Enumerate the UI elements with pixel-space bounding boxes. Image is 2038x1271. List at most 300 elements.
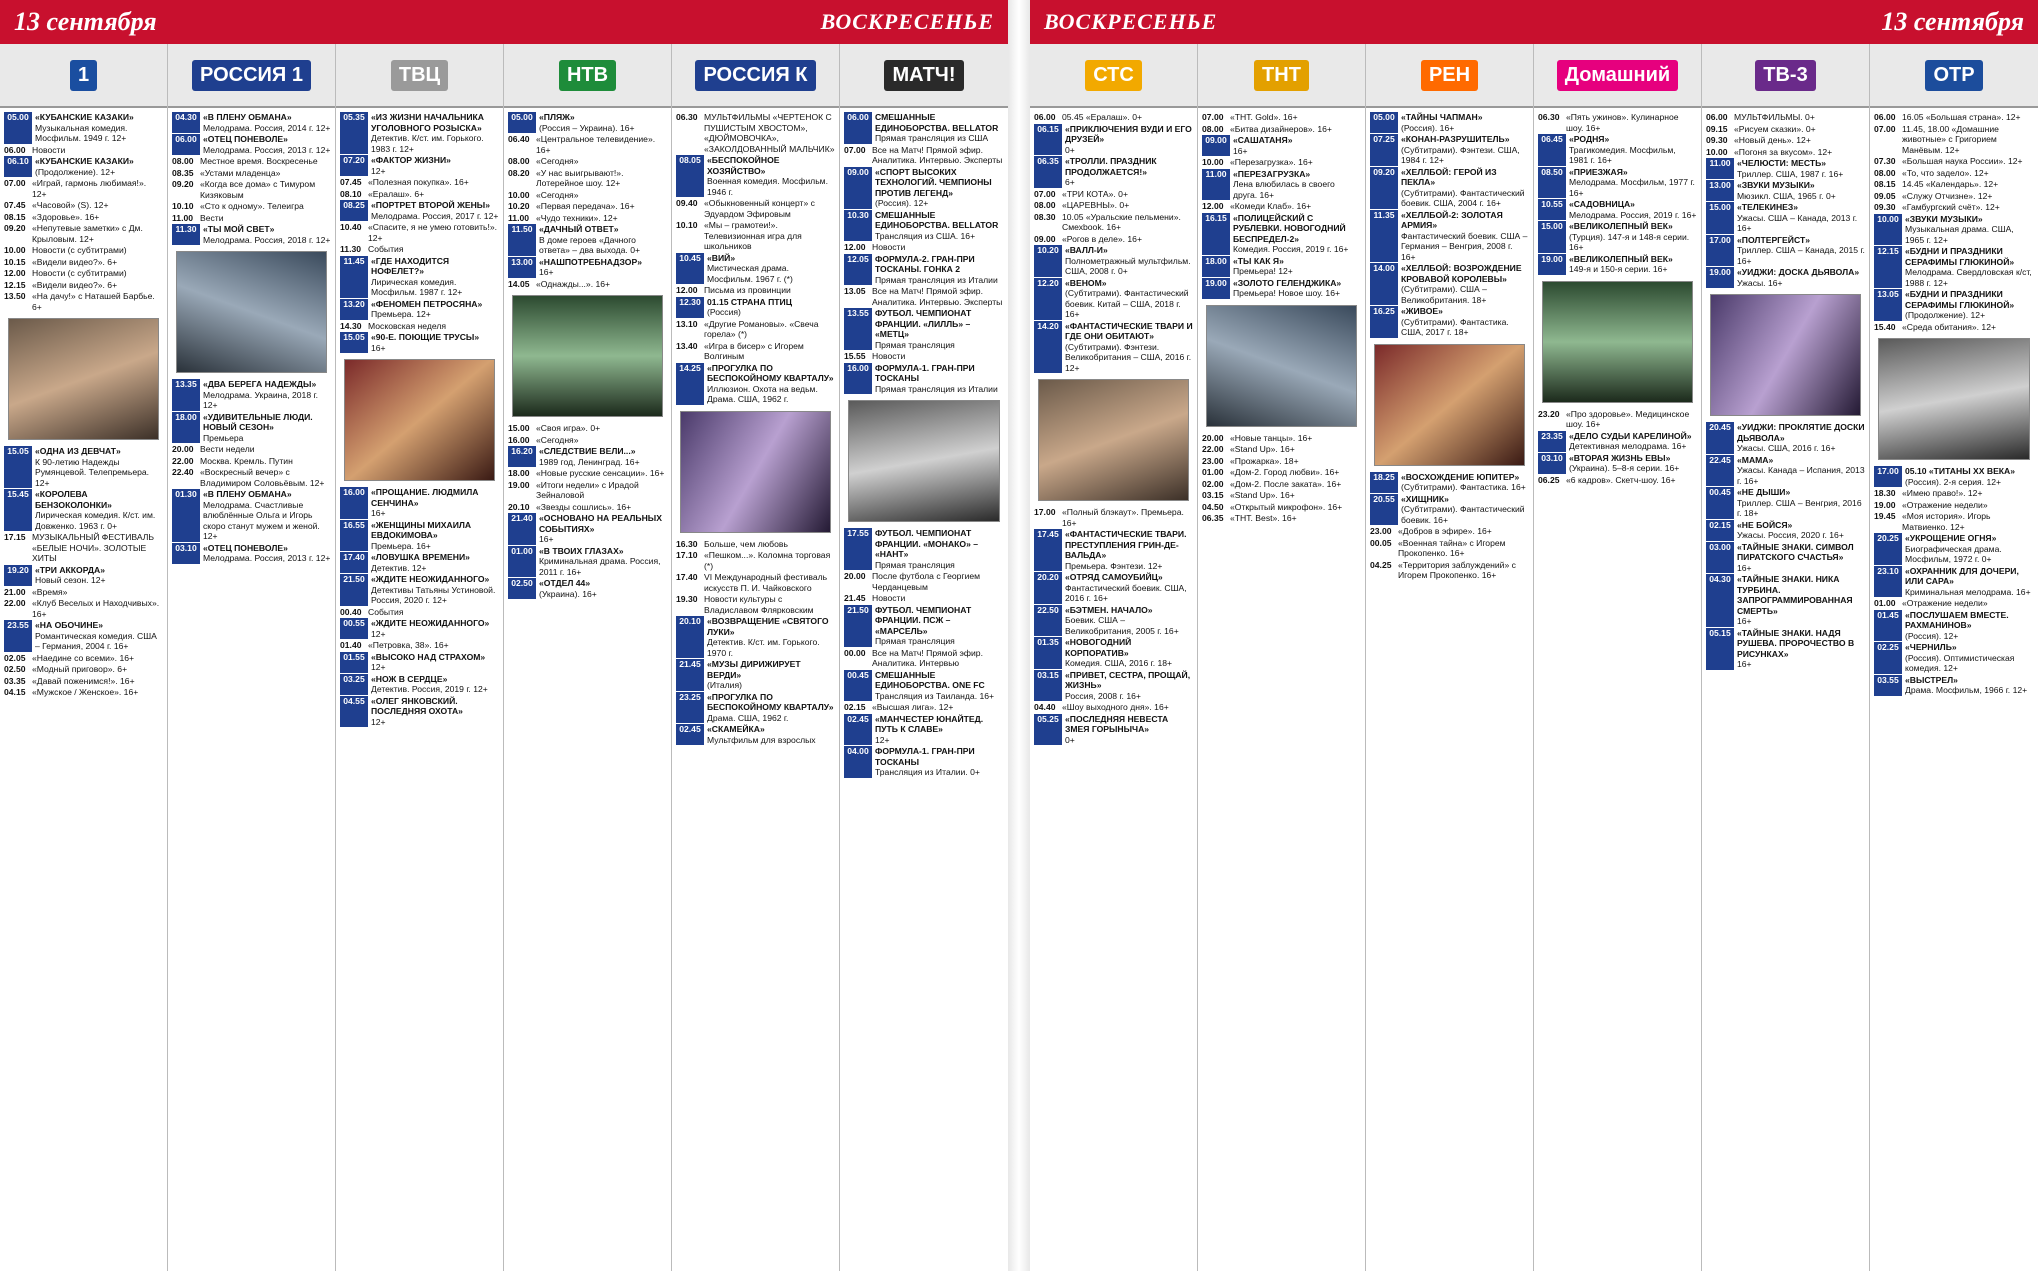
schedule-time: 07.45 (340, 177, 362, 187)
program-title: «6 кадров». Скетч-шоу. 16+ (1566, 474, 1676, 485)
schedule-item (1370, 263, 1529, 305)
schedule-list (1702, 108, 1869, 670)
schedule-desc (1062, 212, 1193, 233)
program-info: (Субтитрами). США – Великобритания. 18+ (1401, 284, 1487, 305)
schedule-item (1370, 472, 1529, 493)
program-info: (Россия) (707, 307, 741, 317)
program-title: МУЛЬТФИЛЬМЫ. 0+ (1734, 112, 1815, 122)
schedule-list (1030, 108, 1197, 745)
schedule-time: 09.00 (1202, 135, 1230, 156)
schedule-desc (704, 112, 835, 154)
program-info: Детективы Татьяны Устиновой. Россия, 2020 г. 12+ (371, 584, 496, 605)
schedule-item (676, 253, 835, 285)
schedule-time: 20.45 (1706, 422, 1734, 454)
program-info: Мистическая драма. Мосфильм. 1967 г. (*) (707, 263, 793, 284)
schedule-item (172, 467, 331, 488)
schedule-item (844, 242, 1004, 253)
program-info: Лена влюбилась в своего друга. 16+ (1233, 179, 1335, 200)
schedule-item (4, 178, 163, 199)
schedule-time: 09.20 (1370, 167, 1398, 209)
program-title: «Открытый микрофон». 16+ (1230, 501, 1343, 512)
schedule-desc (1566, 475, 1697, 486)
schedule-time: 12.00 (1202, 201, 1224, 211)
schedule-desc (1905, 289, 2034, 321)
program-title: «Рисуем сказки». 0+ (1734, 123, 1816, 134)
schedule-item (1202, 456, 1361, 467)
schedule-item (1034, 200, 1193, 211)
schedule-item (340, 674, 499, 695)
schedule-desc (1905, 675, 2034, 696)
schedule-desc (539, 578, 667, 599)
schedule-time: 08.00 (508, 156, 530, 166)
schedule-item (844, 286, 1004, 307)
program-title: ФОРМУЛА-1. ГРАН-ПРИ ТОСКАНЫ (875, 362, 975, 383)
schedule-time: 14.05 (508, 278, 530, 289)
schedule-desc (872, 571, 1004, 592)
program-title: «ПОРТРЕТ ВТОРОЙ ЖЕНЫ» (371, 200, 490, 210)
program-info: Лирическая комедия. Мосфильм. 1987 г. 12+ (371, 276, 463, 297)
schedule-item (844, 702, 1004, 713)
schedule-desc (1902, 500, 2034, 511)
schedule-desc (875, 714, 1004, 746)
schedule-time: 06.45 (1538, 134, 1566, 166)
program-info: Лирическая комедия. К/ст. им. Довженко. 1963 г. 0+ (35, 510, 156, 531)
program-info: (Украина). 16+ (539, 588, 597, 599)
program-info: (Субтитрами). Фантастика. США, 2017 г. 18+ (1401, 316, 1509, 337)
program-info: 12+ (371, 662, 386, 672)
schedule-time: 09.05 (1874, 190, 1896, 201)
schedule-list (0, 108, 167, 698)
schedule-time: 09.15 (1706, 123, 1728, 134)
channel-logo-text: РЕН (1421, 60, 1478, 91)
program-info: Комедия. Россия, 2019 г. 16+ (1233, 244, 1349, 254)
program-title: «В ПЛЕНУ ОБМАНА» (203, 489, 292, 499)
schedule-desc (200, 467, 331, 488)
schedule-item (1874, 246, 2034, 288)
schedule-desc (1737, 158, 1865, 179)
schedule-desc (1233, 169, 1361, 201)
program-title: «ЖДИТЕ НЕОЖИДАННОГО» (371, 574, 490, 584)
program-info: Мелодрама. Россия, 2019 г. 16+ (1569, 209, 1697, 220)
channel-logo (1366, 44, 1533, 108)
schedule-item (676, 659, 835, 691)
schedule-desc (368, 222, 499, 243)
program-title: «Полезная покупка». 16+ (368, 177, 469, 187)
program-title: «КУБАНСКИЕ КАЗАКИ» (35, 112, 134, 122)
program-info: Прямая трансляция из США (875, 133, 989, 143)
schedule-item (340, 574, 499, 606)
schedule-time: 11.00 (1202, 169, 1230, 201)
schedule-item (676, 616, 835, 658)
program-info: Биографическая драма. Мосфильм, 1972 г. 0+ (1905, 543, 2002, 564)
program-title: Новости (872, 351, 906, 361)
schedule-desc (32, 598, 163, 619)
schedule-time: 17.15 (4, 532, 26, 542)
schedule-item (676, 297, 835, 318)
schedule-desc (1230, 433, 1361, 444)
schedule-time: 10.10 (172, 201, 194, 211)
schedule-time: 20.00 (1202, 432, 1224, 443)
schedule-time: 10.00 (508, 189, 530, 200)
schedule-desc (1569, 199, 1697, 220)
schedule-desc (1065, 670, 1193, 702)
schedule-desc (1062, 702, 1193, 713)
program-title: «Военная тайна» с Игорем Прокопенко. 16+ (1398, 537, 1506, 558)
program-title: Новости культуры с Владиславом Флярковским (704, 594, 814, 615)
schedule-item (508, 201, 667, 212)
schedule-desc (1230, 201, 1361, 212)
schedule-item (1370, 494, 1529, 526)
schedule-desc (875, 528, 1004, 570)
program-title: «Ералаш». 6+ (368, 188, 425, 199)
program-title: «Когда все дома» с Тимуром Кизяковым (200, 179, 316, 200)
schedule-item (676, 692, 835, 724)
schedule-item (4, 489, 163, 531)
schedule-desc (875, 670, 1004, 702)
program-title: «Клуб Веселых и Находчивых». 16+ (32, 598, 160, 619)
schedule-item (1034, 637, 1193, 669)
schedule-item (676, 572, 835, 593)
schedule-time: 11.00 (508, 212, 530, 223)
schedule-time: 06.25 (1538, 474, 1560, 485)
schedule-item (1706, 628, 1865, 670)
channel-logo (1198, 44, 1365, 108)
schedule-desc (1062, 234, 1193, 245)
schedule-desc (1230, 513, 1361, 524)
schedule-time: 15.00 (1538, 221, 1566, 253)
program-title: «ХИЩНИК» (1401, 493, 1449, 504)
schedule-desc (704, 594, 835, 615)
schedule-time: 11.00 (1706, 158, 1734, 179)
schedule-item (4, 223, 163, 244)
schedule-time: 13.55 (844, 308, 872, 350)
schedule-time: 02.05 (4, 652, 26, 663)
schedule-time: 21.50 (340, 574, 368, 606)
program-title: «ЖДИТЕ НЕОЖИДАННОГО» (371, 618, 490, 628)
program-title: «ЦАРЕВНЫ». 0+ (1062, 200, 1130, 210)
schedule-item (1370, 134, 1529, 166)
program-info: 16+ (1737, 562, 1752, 573)
schedule-time: 04.40 (1034, 702, 1056, 712)
program-info: Ужасы. США, 2016 г. 16+ (1737, 443, 1836, 453)
program-title: «ХЕЛЛБОЙ-2: ЗОЛОТАЯ АРМИЯ» (1401, 209, 1503, 230)
program-info: 0+ (1065, 144, 1075, 155)
schedule-item (172, 379, 331, 411)
channel-column (1198, 44, 1366, 1271)
schedule-item (844, 670, 1004, 702)
schedule-desc (704, 550, 835, 571)
program-title: «ПРИЕЗЖАЯ» (1569, 166, 1628, 177)
program-title: Москва. Кремль. Путин (200, 455, 293, 466)
schedule-time: 03.15 (1034, 670, 1062, 702)
schedule-desc (1566, 112, 1697, 133)
schedule-desc (536, 156, 667, 167)
channel-logo (0, 44, 167, 108)
schedule-desc (371, 574, 499, 606)
schedule-desc (536, 502, 667, 513)
program-title: «ОХРАННИК ДЛЯ ДОЧЕРИ, ИЛИ САРА» (1905, 565, 2019, 586)
channel-column (336, 44, 504, 1271)
schedule-time: 02.15 (844, 702, 866, 712)
schedule-desc (875, 605, 1004, 647)
program-title: «ХЕЛЛБОЙ: ВОЗРОЖДЕНИЕ КРОВАВОЙ КОРОЛЕВЫ» (1401, 263, 1522, 284)
program-title: «Stand Up». 16+ (1230, 490, 1295, 500)
schedule-desc (32, 676, 163, 687)
program-title: «КОНАН-РАЗРУШИТЕЛЬ» (1401, 134, 1510, 144)
schedule-desc (536, 423, 667, 434)
schedule-desc (1734, 124, 1865, 135)
program-info: 12+ (371, 716, 386, 727)
program-photo (848, 400, 1000, 522)
schedule-item (676, 285, 835, 296)
schedule-item (4, 268, 163, 279)
schedule-time: 01.35 (1034, 637, 1062, 669)
schedule-desc (875, 363, 1004, 395)
program-title: «ЗВУКИ МУЗЫКИ» (1737, 180, 1815, 190)
schedule-desc (872, 286, 1004, 307)
program-title: «ТАЙНЫЕ ЗНАКИ. НАДЯ РУШЕВА. ПРОРОЧЕСТВО В РИСУНКАХ» (1737, 627, 1855, 659)
schedule-time: 23.10 (1874, 566, 1902, 598)
program-info: Музыкальная драма. США, 1965 г. 12+ (1905, 224, 2014, 245)
program-title: «ВЕНОМ» (1065, 277, 1107, 288)
schedule-desc (1905, 214, 2034, 246)
schedule-item (508, 134, 667, 155)
program-title: «ПЛЯЖ» (539, 112, 575, 122)
schedule-time: 15.45 (4, 489, 32, 531)
schedule-desc (704, 198, 835, 219)
schedule-time: 01.30 (172, 489, 200, 542)
program-info: Мелодрама. Украина, 2018 г. 12+ (203, 389, 318, 410)
schedule-desc (1065, 278, 1193, 320)
program-title: «Отражение недели» (1902, 598, 1988, 608)
schedule-desc (32, 200, 163, 211)
program-title: «ВАЛЛ-И» (1065, 245, 1108, 255)
program-title: «Новые танцы». 16+ (1230, 432, 1313, 443)
schedule-desc (1401, 263, 1529, 305)
program-title: ФУТБОЛ. ЧЕМПИОНАТ ФРАНЦИИ. «ЛИЛЛЬ» – «МЕТЦ» (875, 308, 972, 339)
schedule-item (1202, 135, 1361, 156)
program-info: 12+ (875, 734, 890, 745)
schedule-item (4, 212, 163, 223)
program-info: 16+ (1737, 659, 1752, 669)
schedule-item (844, 167, 1004, 209)
schedule-desc (1734, 135, 1865, 146)
schedule-desc (539, 513, 667, 545)
schedule-time: 15.40 (1874, 321, 1896, 332)
schedule-time: 06.00 (1874, 112, 1896, 122)
schedule-time: 16.00 (508, 434, 530, 445)
program-title: «ОТДЕЛ 44» (539, 578, 591, 588)
program-info: Трансляция из США. 16+ (875, 230, 976, 241)
schedule-desc (371, 487, 499, 519)
schedule-item (1706, 267, 1865, 288)
schedule-desc (536, 201, 667, 212)
schedule-item (1370, 112, 1529, 133)
schedule-item (4, 687, 163, 698)
program-title: «ПЕРЕЗАГРУЗКА» (1233, 168, 1311, 179)
schedule-item (844, 351, 1004, 362)
program-info: Прямая трансляция из Италии (875, 383, 998, 394)
schedule-time: 10.30 (844, 210, 872, 242)
schedule-time: 09.20 (172, 179, 194, 189)
schedule-desc (1062, 200, 1193, 211)
schedule-desc (1233, 213, 1361, 255)
schedule-time: 18.30 (1874, 488, 1896, 498)
schedule-desc (1905, 533, 2034, 565)
program-info: Прямая трансляция (875, 636, 955, 646)
schedule-desc (1230, 502, 1361, 513)
schedule-item (508, 446, 667, 467)
program-title: «ХЕЛЛБОЙ: ГЕРОЙ ИЗ ПЕКЛА» (1401, 166, 1497, 187)
program-title: «Шоу выходного дня». 16+ (1062, 702, 1169, 712)
schedule-desc (1902, 202, 2034, 213)
program-title: «ВИЙ» (707, 252, 736, 263)
schedule-desc (1902, 124, 2034, 156)
channel-logo-text: ТНТ (1254, 60, 1309, 91)
schedule-item (1202, 256, 1361, 277)
schedule-time: 13.50 (4, 291, 26, 301)
program-title: «Сегодня» (536, 434, 579, 445)
schedule-time: 06.30 (1538, 112, 1560, 122)
program-info: Мелодрама. Россия, 2018 г. 12+ (203, 234, 331, 245)
schedule-time: 13.00 (508, 257, 536, 278)
program-title: «ТНТ. Best». 16+ (1230, 513, 1297, 523)
program-title: Новости (872, 593, 906, 603)
program-photo (1038, 379, 1189, 501)
schedule-time: 08.50 (1538, 167, 1566, 199)
schedule-item (844, 528, 1004, 570)
schedule-time: 13.00 (1706, 180, 1734, 201)
schedule-time: 07.00 (1034, 188, 1056, 199)
channel-logo (840, 44, 1008, 108)
schedule-time: 05.35 (340, 112, 368, 154)
program-title: Новости (с субтитрами) (32, 245, 127, 255)
schedule-desc (32, 178, 163, 199)
schedule-desc (203, 379, 331, 411)
schedule-desc (371, 299, 499, 320)
schedule-item (4, 587, 163, 598)
program-title: «ЛОВУШКА ВРЕМЕНИ» (371, 552, 470, 562)
schedule-item (4, 112, 163, 144)
schedule-item (1202, 467, 1361, 478)
program-info: Премьера. 16+ (371, 540, 431, 551)
schedule-item (1034, 234, 1193, 245)
schedule-item (844, 714, 1004, 746)
schedule-desc (1737, 542, 1865, 574)
program-title: «Центральное телевидение». 16+ (536, 134, 656, 155)
program-title: «Часовой» (S). 12+ (32, 200, 109, 210)
schedule-item (676, 198, 835, 219)
program-title: ФУТБОЛ. ЧЕМПИОНАТ ФРАНЦИИ. ПСЖ – «МАРСЕЛЬ» (875, 604, 972, 636)
schedule-item (1370, 526, 1529, 537)
program-title: «Высшая лига». 12+ (872, 702, 954, 712)
program-info: Фантастический боевик. США – Германия – Венгрия, 2008 г. 16+ (1401, 230, 1528, 262)
schedule-time: 05.15 (1706, 628, 1734, 670)
channel-columns-left (0, 44, 1008, 1271)
program-title: «Мужское / Женское». 16+ (32, 687, 139, 697)
program-title: «Спасите, я не умею готовить!». 12+ (368, 222, 498, 243)
schedule-item (1874, 488, 2034, 499)
program-title: «Видели видео?». 6+ (32, 279, 118, 290)
program-info: Мультфильм для взрослых (707, 734, 816, 745)
schedule-time: 08.25 (340, 200, 368, 221)
schedule-item (1874, 610, 2034, 642)
program-title: «Гамбургский счёт». 12+ (1902, 202, 2000, 212)
schedule-time: 16.30 (676, 538, 698, 549)
schedule-desc (536, 213, 667, 224)
program-title: «Перезагрузка». 16+ (1230, 157, 1313, 167)
schedule-item (340, 299, 499, 320)
schedule-item (172, 201, 331, 212)
schedule-time: 01.00 (1202, 467, 1224, 477)
program-info: (Продолжение). 12+ (35, 166, 116, 177)
program-info: (Россия). 16+ (1401, 122, 1455, 133)
schedule-time: 04.55 (340, 696, 368, 728)
program-title: 10.05 «Уральские пельмени». Смехbook. 16+ (1062, 211, 1181, 232)
program-title: «КУБАНСКИЕ КАЗАКИ» (35, 156, 134, 166)
program-title: «Петровка, 38». 16+ (368, 640, 449, 650)
program-title: «ВЕЛИКОЛЕПНЫЙ ВЕК» (1569, 221, 1673, 231)
schedule-desc (1737, 180, 1865, 201)
schedule-time: 19.45 (1874, 511, 1896, 521)
schedule-desc (1398, 538, 1529, 559)
schedule-desc (1734, 112, 1865, 123)
left-page (0, 0, 1008, 1271)
schedule-item (1034, 212, 1193, 233)
schedule-time: 19.00 (1706, 267, 1734, 288)
channel-logo (672, 44, 839, 108)
program-title: «Дом-2. После заката». 16+ (1230, 478, 1342, 489)
program-info: Трагикомедия. Мосфильм, 1981 г. 16+ (1569, 144, 1676, 165)
schedule-time: 03.55 (1874, 675, 1902, 696)
program-title: «Битва дизайнеров». 16+ (1230, 123, 1332, 134)
channel-logo-text: РОССИЯ 1 (192, 60, 311, 91)
schedule-time: 15.00 (1706, 202, 1734, 234)
schedule-item (1370, 560, 1529, 581)
schedule-item (1874, 500, 2034, 511)
schedule-item (1370, 306, 1529, 338)
schedule-desc (35, 446, 163, 488)
schedule-time: 09.30 (1874, 202, 1896, 212)
program-title: «УКРОЩЕНИЕ ОГНЯ» (1905, 533, 1997, 543)
schedule-item (340, 520, 499, 552)
schedule-desc (872, 145, 1004, 166)
program-title: «ПОЛИЦЕЙСКИЙ С РУБЛЕВКИ. НОВОГОДНИЙ БЕСПРЕДЕЛ-2» (1233, 212, 1346, 244)
schedule-time: 16.55 (340, 520, 368, 552)
schedule-desc (539, 257, 667, 278)
program-title: «Давай поженимся!». 16+ (32, 675, 135, 686)
schedule-time: 15.05 (4, 446, 32, 488)
schedule-desc (1062, 112, 1193, 123)
schedule-desc (200, 168, 331, 179)
schedule-time: 07.00 (1202, 112, 1224, 122)
program-info: 1989 год, Ленинград. 16+ (539, 456, 640, 467)
schedule-desc (32, 687, 163, 698)
program-title: «Другие Романовы». «Свеча горела» (*) (704, 318, 819, 339)
program-title: «ПОСЛЕДНЯЯ НЕВЕСТА ЗМЕЯ ГОРЫНЫЧА» (1065, 713, 1169, 734)
schedule-item (4, 532, 163, 564)
schedule-time: 00.55 (340, 618, 368, 639)
program-photo (176, 251, 327, 373)
schedule-desc (1401, 112, 1529, 133)
program-title: «БЭТМЕН. НАЧАЛО» (1065, 604, 1153, 615)
program-title: «УИДЖИ: ДОСКА ДЬЯВОЛА» (1737, 267, 1860, 277)
schedule-desc (1737, 267, 1865, 288)
program-info: Трансляция из Таиланда. 16+ (875, 690, 995, 701)
schedule-desc (203, 224, 331, 245)
schedule-time: 14.25 (676, 363, 704, 405)
program-info: (Россия). 2-я серия. 12+ (1905, 476, 2002, 487)
